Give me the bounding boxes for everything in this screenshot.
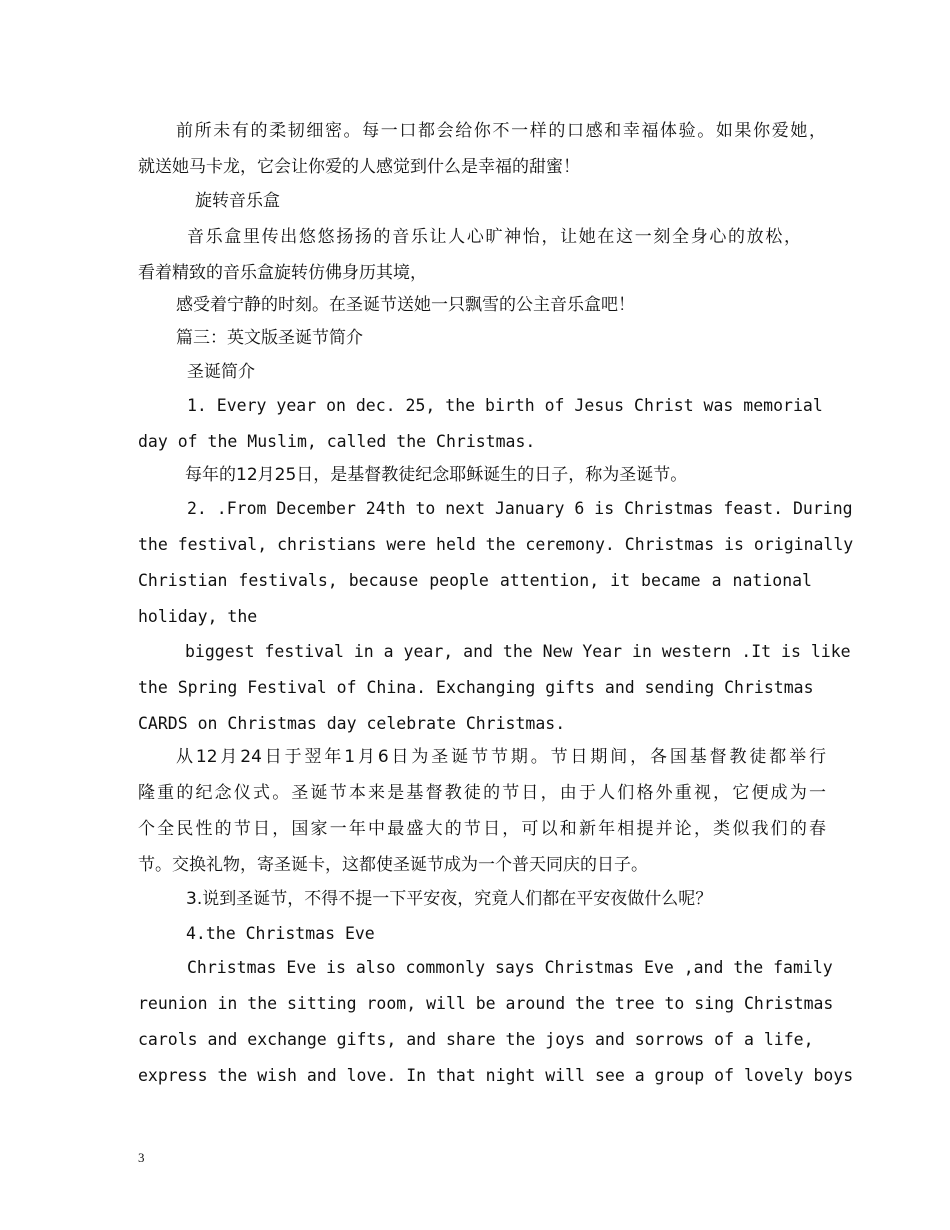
- paragraph-line: carols and exchange gifts, and share the joys and sorrows of a life,: [138, 1030, 814, 1049]
- paragraph-line: 每年的12月25日，是基督教徒纪念耶稣诞生的日子，称为圣诞节。: [185, 465, 688, 485]
- page-number: 3: [138, 1150, 145, 1165]
- paragraph-line: 2. .From December 24th to next January 6 is Christmas feast. During: [187, 499, 853, 518]
- paragraph-line: 隆重的纪念仪式。圣诞节本来是基督教徒的节日，由于人们格外重视，它便成为一: [138, 783, 826, 803]
- paragraph-line: 前所未有的柔韧细密。每一口都会给你不一样的口感和幸福体验。如果你爱她，: [176, 121, 826, 141]
- paragraph-line: 就送她马卡龙，它会让你爱的人感觉到什么是幸福的甜蜜！: [138, 157, 580, 177]
- paragraph-line: 看着精致的音乐盒旋转仿佛身历其境，: [138, 263, 427, 283]
- paragraph-line: Christian festivals, because people attention, it became a national: [138, 571, 812, 590]
- paragraph-line: the festival, christians were held the ceremony. Christmas is originally: [138, 535, 854, 554]
- paragraph-line: CARDS on Christmas day celebrate Christmas.: [138, 714, 566, 733]
- paragraph-line: reunion in the sitting room, will be around the tree to sing Christmas: [138, 994, 834, 1013]
- section-heading: 4.the Christmas Eve: [186, 924, 375, 943]
- paragraph-line: 音乐盒里传出悠悠扬扬的音乐让人心旷神怡，让她在这一刻全身心的放松，: [187, 227, 801, 247]
- chapter-heading: 篇三：英文版圣诞节简介: [176, 328, 363, 348]
- paragraph-line: express the wish and love. In that night will see a group of lovely boys: [138, 1066, 854, 1085]
- paragraph-line: holiday, the: [138, 607, 258, 626]
- paragraph-line: biggest festival in a year, and the New Year in western .It is like: [185, 642, 851, 661]
- paragraph-line: 感受着宁静的时刻。在圣诞节送她一只飘雪的公主音乐盒吧！: [176, 295, 635, 315]
- section-heading: 旋转音乐盒: [195, 191, 280, 211]
- paragraph-line: Christmas Eve is also commonly says Christmas Eve ,and the family: [187, 958, 833, 977]
- paragraph-line: the Spring Festival of China. Exchanging gifts and sending Christmas: [138, 678, 814, 697]
- paragraph-line: 从12月24日于翌年1月6日为圣诞节节期。节日期间，各国基督教徒都举行: [176, 747, 826, 767]
- paragraph-line: 3.说到圣诞节，不得不提一下平安夜，究竟人们都在平安夜做什么呢？: [186, 889, 713, 909]
- paragraph-line: 个全民性的节日，国家一年中最盛大的节日，可以和新年相提并论，类似我们的春: [138, 819, 826, 839]
- paragraph-line: 1. Every year on dec. 25, the birth of Jesus Christ was memorial: [187, 396, 823, 415]
- paragraph-line: 节。交换礼物，寄圣诞卡，这都使圣诞节成为一个普天同庆的日子。: [138, 855, 648, 875]
- paragraph-line: day of the Muslim, called the Christmas.: [138, 432, 536, 451]
- section-heading: 圣诞简介: [187, 362, 255, 382]
